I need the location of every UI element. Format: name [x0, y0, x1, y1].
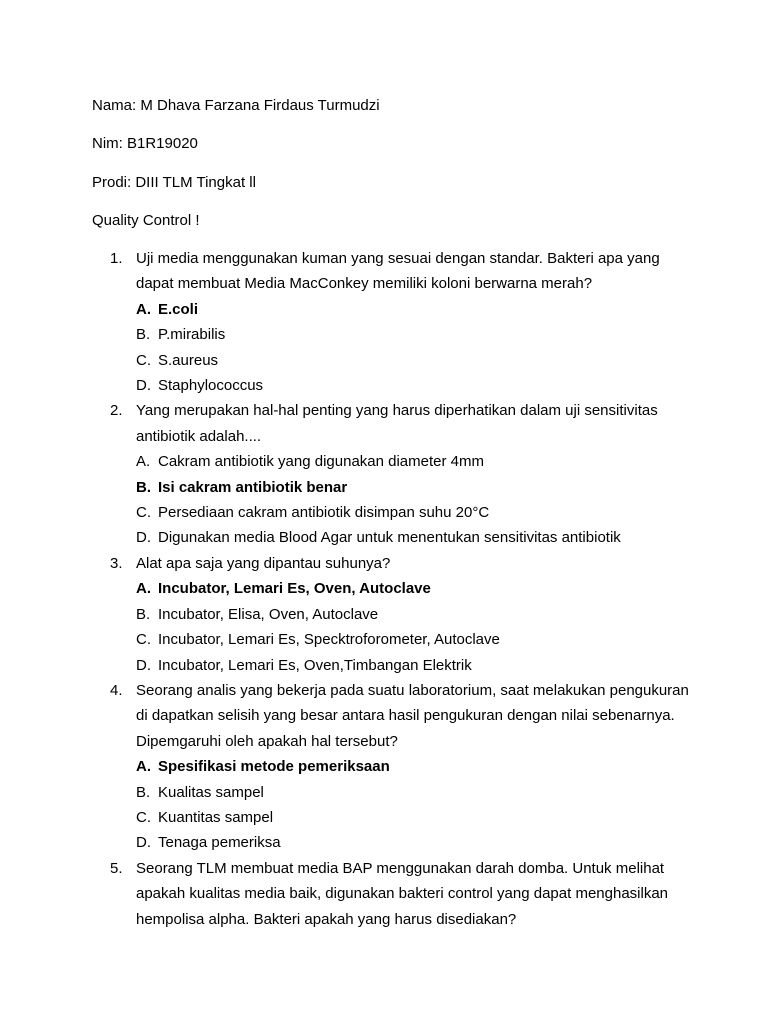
option-text: Spesifikasi metode pemeriksaan [158, 758, 390, 776]
option-text: Digunakan media Blood Agar untuk menentukan sensitivitas antibiotik [158, 529, 621, 547]
answer-option [136, 373, 692, 398]
question-item [92, 246, 692, 398]
option-text: Cakram antibiotik yang digunakan diameter 4mm [158, 453, 484, 471]
question-number: 4. [110, 681, 123, 699]
option-letter: D. [136, 529, 151, 547]
answer-option-correct [136, 475, 692, 500]
option-letter: C. [136, 808, 151, 826]
question-text: Uji media menggunakan kuman yang sesuai dengan standar. Bakteri apa yang dapat membuat Media MacConkey memiliki koloni berwarna merah? [136, 250, 660, 293]
answer-option [136, 449, 692, 474]
option-letter: B. [136, 783, 151, 801]
option-text: S.aureus [158, 351, 219, 369]
option-text: Incubator, Lemari Es, Oven, Autoclave [158, 580, 431, 598]
question-item [92, 398, 692, 550]
option-letter: A. [136, 300, 151, 318]
study-program: Prodi: DIII TLM Tingkat ll [92, 174, 256, 191]
option-letter: C. [136, 351, 151, 369]
option-letter: A. [136, 758, 151, 776]
answer-option-correct [136, 576, 692, 601]
question-item [92, 551, 692, 678]
option-text: E.coli [158, 300, 199, 318]
answer-options [136, 297, 692, 399]
option-text: Staphylococcus [158, 377, 264, 395]
question-text: Yang merupakan hal-hal penting yang harus diperhatikan dalam uji sensitivitas antibiotik adalah.... [136, 402, 658, 445]
answer-option-correct [136, 297, 692, 322]
question-list [92, 246, 692, 932]
answer-options [136, 449, 692, 551]
option-text: Persediaan cakram antibiotik disimpan suhu 20°C [158, 504, 490, 522]
option-letter: A. [136, 580, 151, 598]
answer-option [136, 500, 692, 525]
option-letter: C. [136, 504, 151, 522]
option-letter: D. [136, 656, 151, 674]
option-text: Incubator, Elisa, Oven, Autoclave [158, 605, 379, 623]
answer-option [136, 780, 692, 805]
question-number: 5. [110, 859, 123, 877]
answer-option [136, 627, 692, 652]
question-text: Seorang TLM membuat media BAP menggunakan darah domba. Untuk melihat apakah kualitas media baik, digunakan bakteri control yang dapat menghasilkan hempolisa alpha. Bakteri apakah yang harus disediakan? [136, 859, 669, 928]
answer-option [136, 830, 692, 855]
option-text: Incubator, Lemari Es, Specktroforometer, Autoclave [158, 631, 500, 649]
answer-option-correct [136, 754, 692, 779]
option-text: Tenaga pemeriksa [158, 834, 281, 852]
option-letter: B. [136, 478, 151, 496]
student-nim: Nim: B1R19020 [92, 135, 198, 152]
option-text: P.mirabilis [158, 326, 226, 344]
section-title: Quality Control ! [92, 212, 200, 229]
option-text: Kuantitas sampel [158, 808, 274, 826]
option-letter: B. [136, 605, 151, 623]
option-letter: B. [136, 326, 151, 344]
option-text: Kualitas sampel [158, 783, 264, 801]
option-letter: A. [136, 453, 151, 471]
question-item [92, 678, 692, 856]
question-item [92, 856, 692, 932]
question-number: 3. [110, 554, 123, 572]
question-number: 1. [110, 250, 123, 267]
option-text: Isi cakram antibiotik benar [158, 478, 348, 496]
option-text: Incubator, Lemari Es, Oven,Timbangan Elektrik [158, 656, 472, 674]
answer-option [136, 805, 692, 830]
answer-option [136, 602, 692, 627]
answer-option [136, 525, 692, 550]
question-text: Seorang analis yang bekerja pada suatu laboratorium, saat melakukan pengukuran di dapatkan selisih yang besar antara hasil pengukuran dengan nilai sebenarnya. Dipemgaruhi oleh apakah hal tersebut? [136, 681, 689, 750]
answer-options [136, 576, 692, 678]
answer-option [136, 322, 692, 347]
answer-option [136, 348, 692, 373]
question-number: 2. [110, 402, 123, 420]
answer-option [136, 653, 692, 678]
option-letter: D. [136, 377, 151, 395]
question-text: Alat apa saja yang dipantau suhunya? [136, 554, 391, 572]
option-letter: D. [136, 834, 151, 852]
answer-options [136, 754, 692, 856]
student-name: Nama: M Dhava Farzana Firdaus Turmudzi [92, 97, 380, 114]
option-letter: C. [136, 631, 151, 649]
